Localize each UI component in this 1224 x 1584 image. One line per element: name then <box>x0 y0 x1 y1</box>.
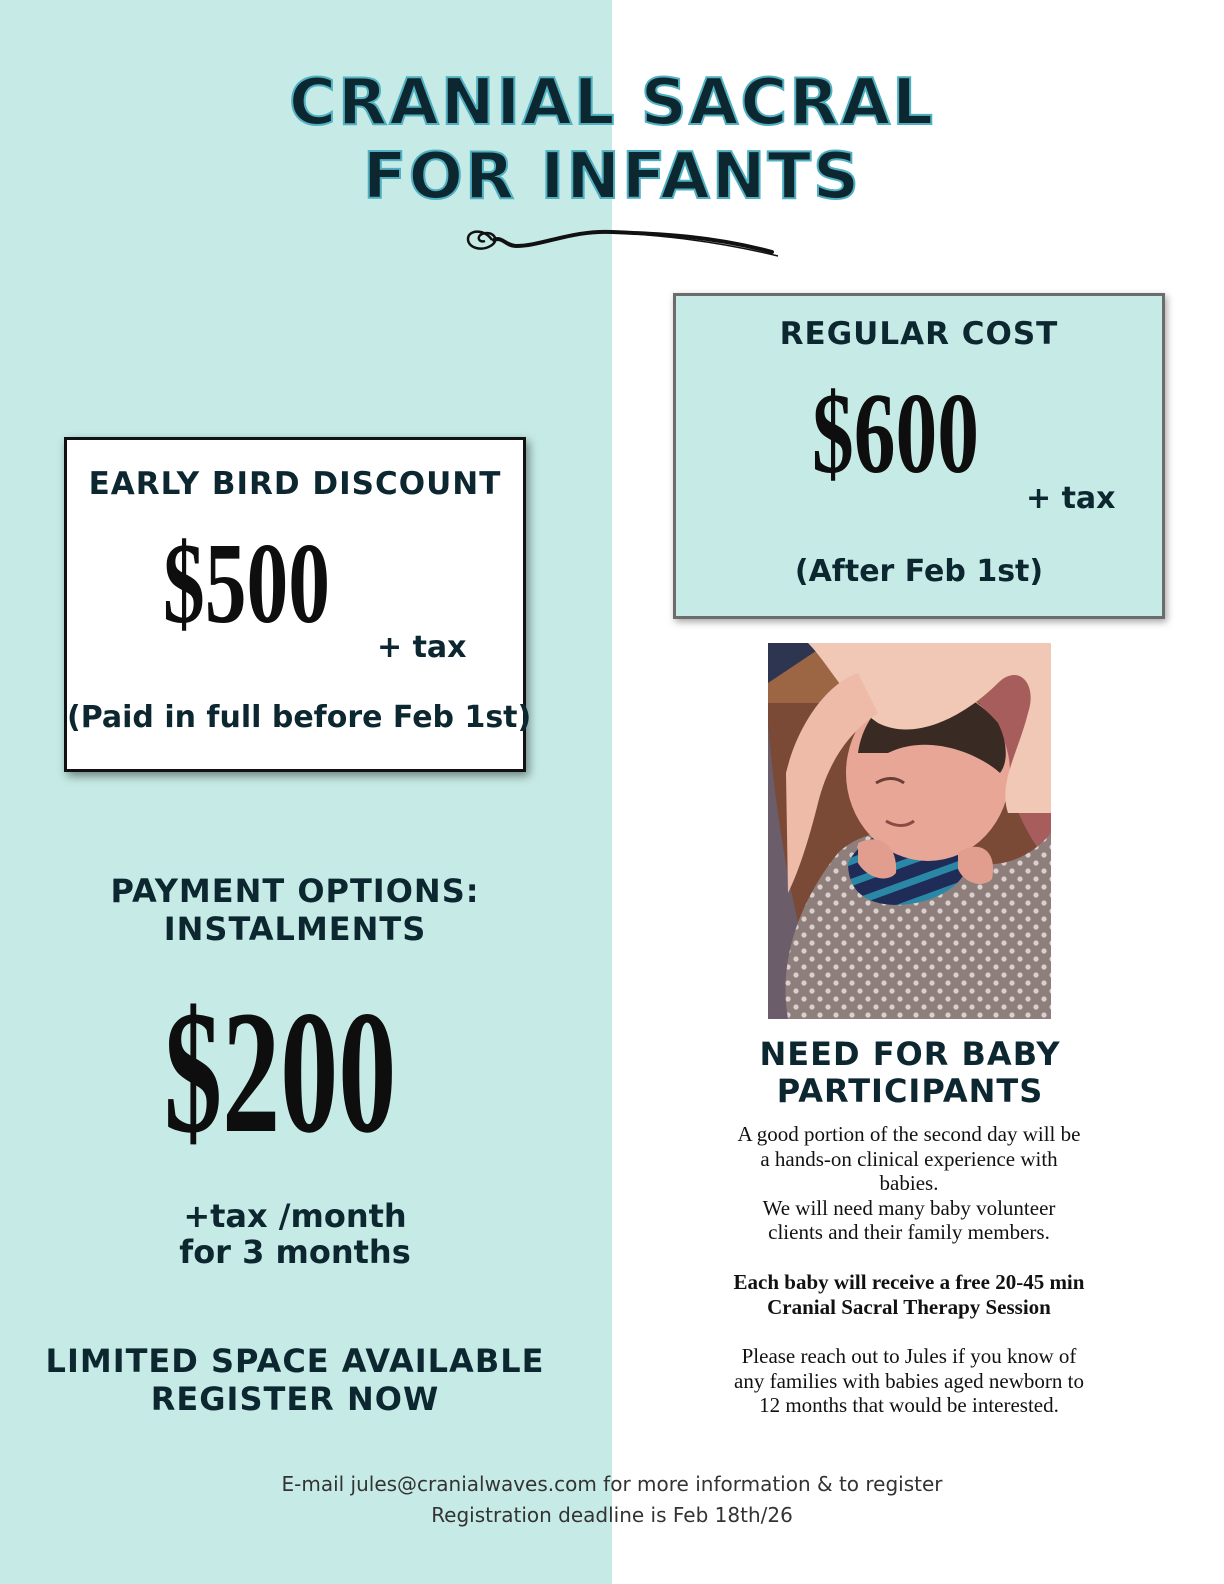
paragraph-line: Please reach out to Jules if you know of <box>741 1344 1077 1368</box>
paragraph-line: babies. <box>879 1171 939 1195</box>
page-title <box>0 66 1224 214</box>
paragraph-line: clients and their family members. <box>768 1220 1050 1244</box>
installment-note <box>80 1198 510 1270</box>
footer-deadline-line: Registration deadline is Feb 18th/26 <box>431 1503 793 1527</box>
regular-cost-box <box>673 293 1165 619</box>
participants-heading-line-2: PARTICIPANTS <box>776 1072 1044 1110</box>
early-bird-heading: EARLY BIRD DISCOUNT <box>88 466 502 502</box>
participants-heading-line-1: NEED FOR BABY <box>759 1035 1061 1073</box>
paragraph-line: We will need many baby volunteer <box>762 1195 1056 1220</box>
participants-paragraph-3 <box>700 1344 1118 1418</box>
paragraph-line: Each baby will receive a free 20-45 min <box>733 1270 1085 1294</box>
early-bird-price: $500 <box>163 520 331 648</box>
limited-line-2: REGISTER NOW <box>150 1380 440 1418</box>
paragraph-line: any families with babies aged newborn to <box>734 1368 1084 1393</box>
payment-heading-line-2: INSTALMENTS <box>163 910 427 948</box>
swirl-ornament-icon <box>462 212 782 264</box>
regular-cost-price: $600 <box>812 370 980 498</box>
regular-cost-tax: + tax <box>1026 481 1116 516</box>
infant-photo <box>768 643 1051 1019</box>
early-bird-note: (Paid in full before Feb 1st) <box>67 700 532 735</box>
paragraph-line: A good portion of the second day will be <box>737 1122 1081 1146</box>
installment-note-line-2: for 3 months <box>179 1233 411 1271</box>
footer-contact-line: E-mail jules@cranialwaves.com for more information & to register <box>281 1472 943 1496</box>
limited-space-callout <box>40 1342 550 1418</box>
regular-cost-note: (After Feb 1st) <box>794 554 1044 589</box>
participants-heading <box>700 1036 1120 1110</box>
limited-line-1: LIMITED SPACE AVAILABLE <box>45 1342 545 1380</box>
early-bird-box <box>64 437 532 772</box>
title-line-1: CRANIAL SACRAL <box>289 66 935 140</box>
participants-paragraph-1 <box>700 1122 1118 1245</box>
paragraph-line: Cranial Sacral Therapy Session <box>767 1294 1051 1319</box>
payment-heading-line-1: PAYMENT OPTIONS: <box>110 872 480 910</box>
regular-cost-heading: REGULAR COST <box>779 316 1059 352</box>
payment-options-heading <box>60 872 530 948</box>
paragraph-line: a hands-on clinical experience with <box>760 1146 1058 1171</box>
title-line-2: FOR INFANTS <box>362 140 862 214</box>
paragraph-line: 12 months that would be interested. <box>759 1393 1059 1417</box>
installment-price: $200 <box>164 975 397 1170</box>
participants-paragraph-2 <box>700 1270 1118 1319</box>
early-bird-tax: + tax <box>377 630 467 665</box>
installment-note-line-1: +tax /month <box>183 1197 407 1235</box>
